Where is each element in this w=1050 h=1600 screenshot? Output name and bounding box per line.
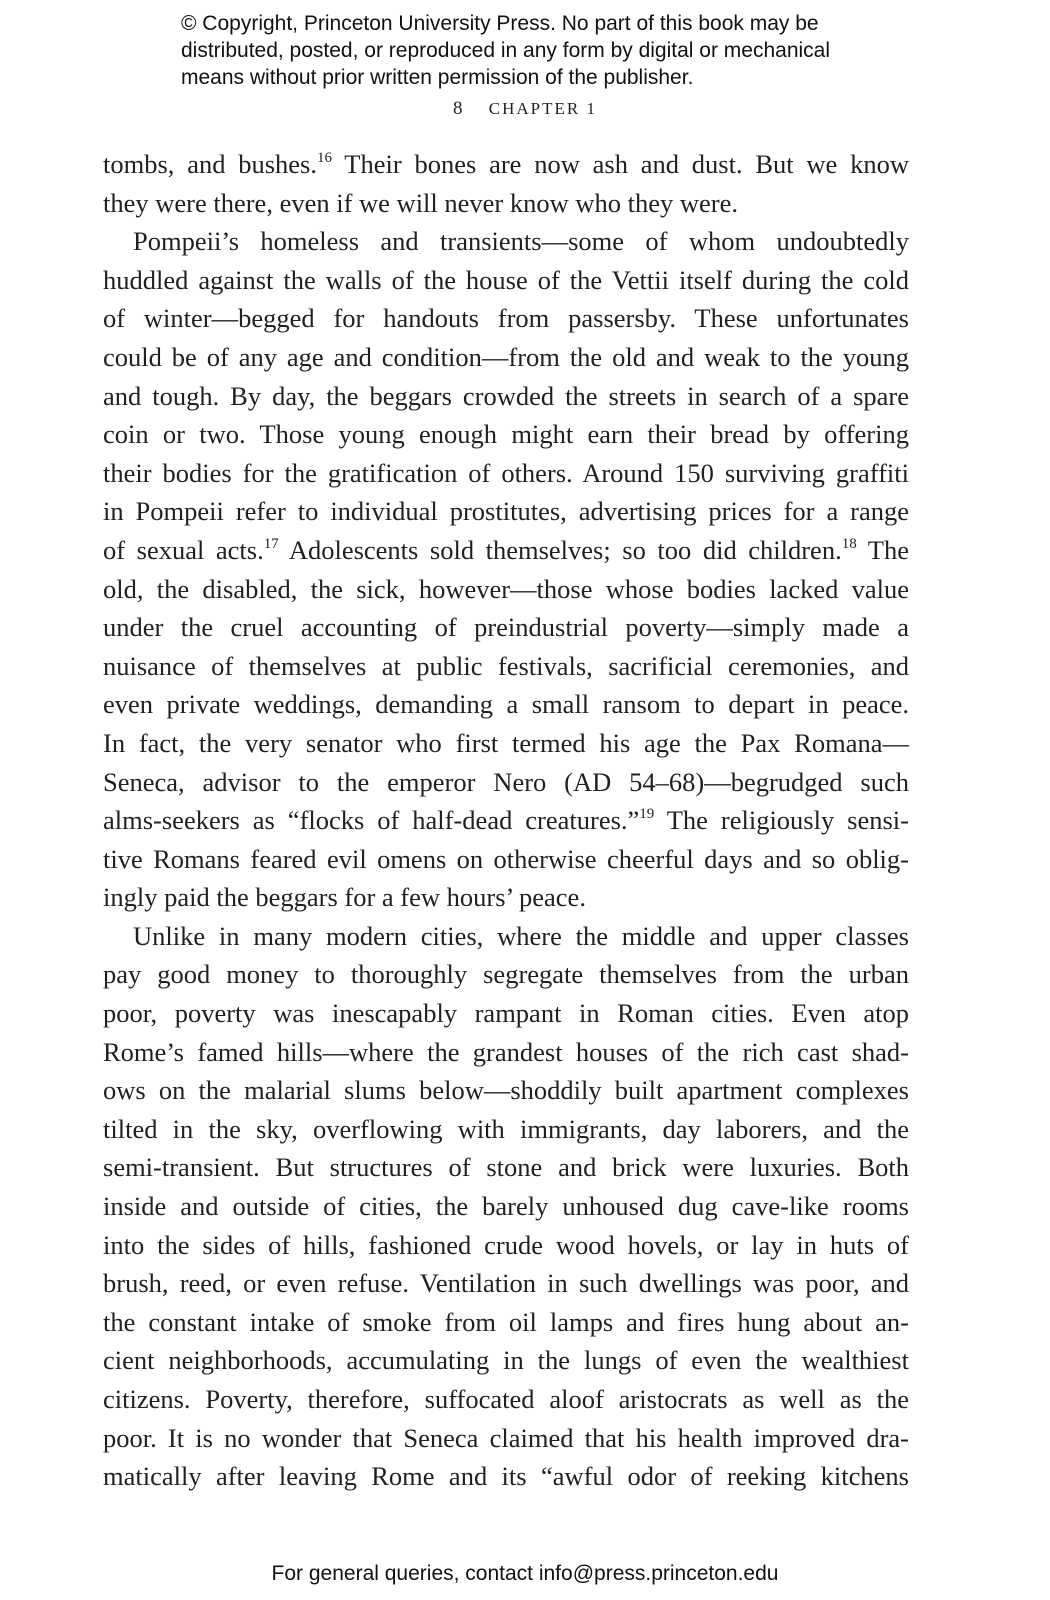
copyright-line: © Copyright, Princeton University Press. No part of this book may be [181, 12, 819, 35]
text-line: coin or two. Those young enough might earn their bread by offering [103, 419, 909, 450]
paragraph-start: Unlike in many modern cities, where the middle and upper classes [133, 920, 909, 951]
text-line: ingly paid the beggars for a few hours’ peace. [103, 882, 586, 913]
page-number: 8 [453, 98, 463, 119]
body-text [103, 145, 909, 1496]
text-line: the constant intake of smoke from oil lamps and fires hung about an- [103, 1306, 909, 1337]
text-line: In fact, the very senator who first termed his age the Pax Romana— [103, 727, 909, 758]
text-line: under the cruel accounting of preindustrial poverty—simply made a [103, 612, 909, 643]
footnote-ref: 16 [317, 150, 332, 166]
text-line: ows on the malarial slums below—shoddily built apartment complexes [103, 1075, 909, 1106]
text-line: tombs, and bushes.$^{16}$ Their bones are now ash and dust. But we know [103, 149, 909, 179]
text-line: matically after leaving Rome and its “awful odor of reeking kitchens [103, 1461, 909, 1492]
text-line: inside and outside of cities, the barely unhoused dug cave-like rooms [103, 1191, 909, 1222]
text-line: semi-transient. But structures of stone and brick were luxuries. Both [103, 1152, 909, 1183]
text-line: poor. It is no wonder that Seneca claimed that his health improved dra- [103, 1422, 909, 1453]
footer-contact: For general queries, contact info@press.princeton.edu [271, 1562, 779, 1585]
text-line: nuisance of themselves at public festivals, sacrificial ceremonies, and [103, 650, 909, 681]
paragraph-start: Pompeii’s homeless and transients—some of whom undoubtedly [133, 226, 909, 257]
text-line: huddled against the walls of the house of the Vettii itself during the cold [103, 264, 909, 295]
text-line: poor, poverty was inescapably rampant in Roman cities. Even atop [103, 998, 909, 1029]
text-line: pay good money to thoroughly segregate themselves from the urban [103, 959, 909, 990]
text-line: of sexual acts.$^{17}$ Adolescents sold themselves; so too did children.$^{18}$ The [103, 534, 909, 565]
text-line: tive Romans feared evil omens on otherwise cheerful days and so oblig- [103, 843, 909, 874]
text-line: and tough. By day, the beggars crowded the streets in search of a spare [103, 380, 909, 411]
copyright-line: means without prior written permission of the publisher. [181, 66, 694, 89]
text-line: of winter—begged for handouts from passersby. These unfortunates [103, 303, 909, 334]
text-line: their bodies for the gratification of others. Around 150 surviving graffiti [103, 457, 909, 488]
text-line: even private weddings, demanding a small ransom to depart in peace. [103, 689, 909, 720]
footnote-ref: 17 [263, 535, 279, 552]
copyright-notice [181, 10, 901, 91]
text-line: they were there, even if we will never know who they were. [103, 187, 739, 218]
running-head [0, 98, 1050, 120]
text-line: cient neighborhoods, accumulating in the lungs of even the wealthiest [103, 1345, 909, 1376]
text-line: Seneca, advisor to the emperor Nero (AD 54–68)—begrudged such [103, 766, 909, 797]
text-line: citizens. Poverty, therefore, suffocated aloof aristocrats as well as the [103, 1384, 909, 1414]
chapter-label: CHAPTER 1 [488, 99, 597, 118]
text-line: alms-seekers as “flocks of half-dead creatures.”$^{19}$ The religiously sensi- [103, 805, 909, 836]
text-line: could be of any age and condition—from the old and weak to the young [103, 341, 909, 372]
text-line: tilted in the sky, overflowing with immigrants, day laborers, and the [103, 1113, 909, 1144]
text-line: Rome’s famed hills—where the grandest houses of the rich cast shad- [103, 1036, 909, 1067]
text-line: brush, reed, or even refuse. Ventilation in such dwellings was poor, and [103, 1268, 909, 1299]
footnote-ref: 18 [841, 535, 857, 552]
text-line: into the sides of hills, fashioned crude wood hovels, or lay in huts of [103, 1229, 909, 1260]
text-line: in Pompeii refer to individual prostitutes, advertising prices for a range [103, 496, 909, 527]
copyright-line: distributed, posted, or reproduced in any form by digital or mechanical [181, 39, 831, 62]
footnote-ref: 19 [639, 806, 655, 823]
text-line: old, the disabled, the sick, however—those whose bodies lacked value [103, 573, 909, 604]
